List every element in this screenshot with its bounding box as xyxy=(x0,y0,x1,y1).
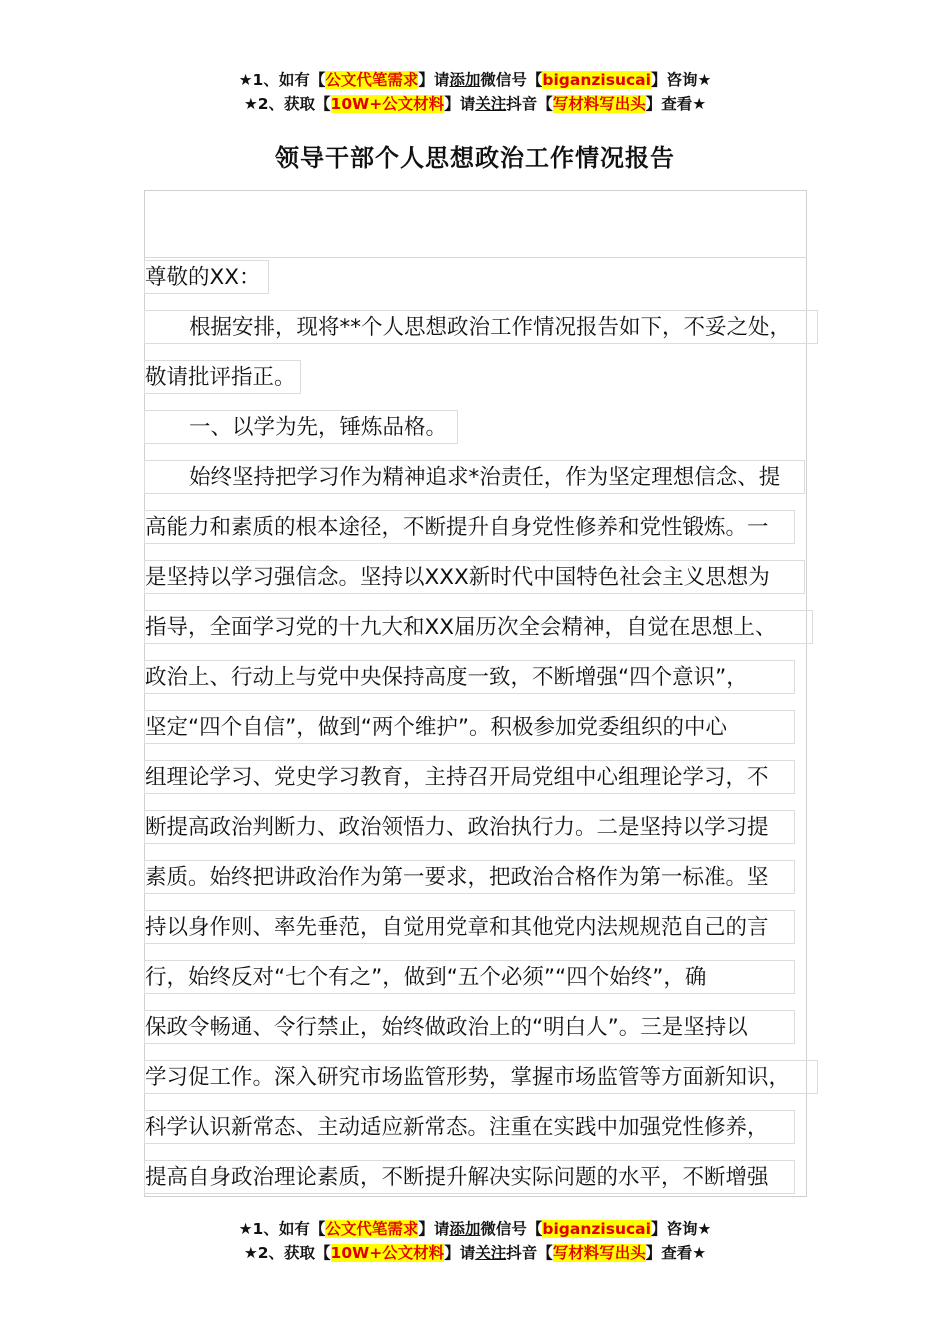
section-heading: 一、以学为先，锤炼品格。 xyxy=(144,410,458,444)
paragraph-line: 行，始终反对“七个有之”，做到“五个必须”“四个始终”，确 xyxy=(144,960,795,994)
paragraph-line: 政治上、行动上与党中央保持高度一致，不断增强“四个意识”， xyxy=(144,660,795,694)
banner-underlined: 添加 xyxy=(449,71,481,89)
banner-text: 】请 xyxy=(444,95,476,113)
banner-text: 微信号【 xyxy=(480,71,543,89)
paragraph-line: 敬请批评指正。 xyxy=(144,360,301,394)
paragraph-line: 是坚持以学习强信念。坚持以XXX新时代中国特色社会主义思想为 xyxy=(144,560,805,594)
banner-text: 】查看★ xyxy=(645,1244,707,1262)
paragraph-line: 断提高政治判断力、政治领悟力、政治执行力。二是坚持以学习提 xyxy=(144,810,795,844)
banner-line-2 xyxy=(0,92,950,116)
paragraph-line: 学习促工作。深入研究市场监管形势，掌握市场监管等方面新知识， xyxy=(144,1060,818,1094)
paragraph-line: 素质。始终把讲政治作为第一要求，把政治合格作为第一标准。坚 xyxy=(144,860,795,894)
document-title: 领导干部个人思想政治工作情况报告 xyxy=(275,144,675,172)
douyin-account: 写材料写出头 xyxy=(552,1244,646,1262)
banner-line-1 xyxy=(0,68,950,92)
salutation: 尊敬的XX： xyxy=(144,260,269,294)
banner-underlined: 关注 xyxy=(475,1244,507,1262)
banner-highlight: 10W+公文材料 xyxy=(330,1244,445,1262)
paragraph-line: 组理论学习、党史学习教育，主持召开局党组中心组理论学习，不 xyxy=(144,760,795,794)
banner-text: 抖音【 xyxy=(506,95,553,113)
banner-text: ★2、获取【 xyxy=(243,95,331,113)
banner-text: 】咨询★ xyxy=(650,71,712,89)
top-banner xyxy=(0,68,950,116)
banner-text: ★2、获取【 xyxy=(243,1244,331,1262)
banner-text: 】请 xyxy=(418,71,450,89)
douyin-account: 写材料写出头 xyxy=(552,95,646,113)
banner-text: 抖音【 xyxy=(506,1244,553,1262)
wechat-id: biganzisucai xyxy=(542,1220,651,1238)
paragraph-line: 持以身作则、率先垂范，自觉用党章和其他党内法规规范自己的言 xyxy=(144,910,795,944)
bottom-banner xyxy=(0,1217,950,1265)
banner-text: 】咨询★ xyxy=(650,1220,712,1238)
banner-text: ★1、如有【 xyxy=(238,1220,326,1238)
paragraph-line: 指导，全面学习党的十九大和XX届历次全会精神，自觉在思想上、 xyxy=(144,610,813,644)
paragraph-line: 坚定“四个自信”，做到“两个维护”。积极参加党委组织的中心 xyxy=(144,710,795,744)
content-frame-header xyxy=(144,190,807,258)
banner-text: 】请 xyxy=(418,1220,450,1238)
banner-text: 】查看★ xyxy=(645,95,707,113)
paragraph-line: 科学认识新常态、主动适应新常态。注重在实践中加强党性修养， xyxy=(144,1110,795,1144)
banner-text: 微信号【 xyxy=(480,1220,543,1238)
banner-line-2 xyxy=(0,1241,950,1265)
paragraph-line: 提高自身政治理论素质，不断提升解决实际问题的水平，不断增强 xyxy=(144,1160,795,1194)
banner-text: ★1、如有【 xyxy=(238,71,326,89)
paragraph-line: 始终坚持把学习作为精神追求*治责任，作为坚定理想信念、提 xyxy=(144,460,805,494)
paragraph-line: 高能力和素质的根本途径，不断提升自身党性修养和党性锻炼。一 xyxy=(144,510,795,544)
banner-highlight: 10W+公文材料 xyxy=(330,95,445,113)
banner-text: 】请 xyxy=(444,1244,476,1262)
banner-highlight: 公文代笔需求 xyxy=(325,71,419,89)
banner-line-1 xyxy=(0,1217,950,1241)
banner-highlight: 公文代笔需求 xyxy=(325,1220,419,1238)
banner-underlined: 添加 xyxy=(449,1220,481,1238)
wechat-id: biganzisucai xyxy=(542,71,651,89)
paragraph-line: 保政令畅通、令行禁止，始终做政治上的“明白人”。三是坚持以 xyxy=(144,1010,795,1044)
banner-underlined: 关注 xyxy=(475,95,507,113)
paragraph-line: 根据安排，现将**个人思想政治工作情况报告如下，不妥之处， xyxy=(144,310,818,344)
